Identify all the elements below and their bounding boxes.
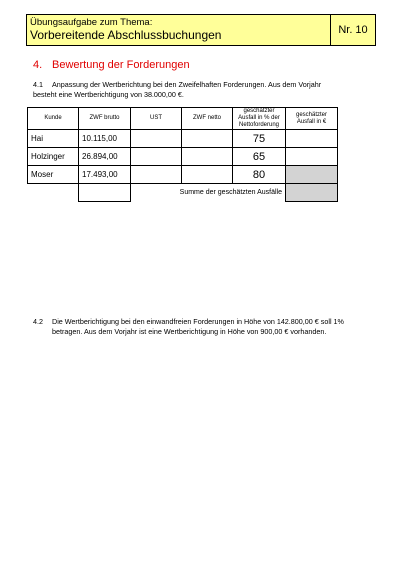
header-cell: geschätzter Ausfall in €: [286, 108, 338, 130]
table-row: [28, 148, 338, 166]
task-4-1-line-1: Anpassung der Wertberichtung bei den Zweifelhaften Forderungen. Aus dem Vorjahr: [52, 80, 322, 89]
vat-cell: [131, 130, 182, 148]
task-4-2-number: 4.2: [33, 317, 43, 326]
header-cell: UST: [131, 108, 182, 130]
task-4-1-text: [52, 80, 382, 90]
task-4-1-line-2: besteht eine Wertberichtigung von 38.000,00 €.: [33, 90, 184, 99]
vat-cell: [131, 166, 182, 184]
section-title: Bewertung der Forderungen: [52, 59, 190, 71]
sum-label: Summe der geschätzten Ausfälle: [179, 189, 282, 197]
vat-cell: [131, 148, 182, 166]
worksheet-number: Nr. 10: [338, 24, 368, 36]
table-row: [28, 166, 338, 184]
net-amount-cell: [182, 166, 233, 184]
receivables-table: [27, 107, 338, 202]
net-amount-cell: [182, 148, 233, 166]
loss-amount-cell: [286, 148, 338, 166]
customer-cell: Moser: [28, 166, 79, 184]
section-number: 4.: [33, 59, 43, 71]
loss-percent-cell: 80: [233, 166, 286, 184]
header-cell: ZWF brutto: [79, 108, 131, 130]
customer-cell: Holzinger: [28, 148, 79, 166]
gross-amount-cell: 17.493,00: [79, 166, 131, 184]
net-amount-cell: [182, 130, 233, 148]
loss-percent-cell: 75: [233, 130, 286, 148]
customer-cell: Hai: [28, 130, 79, 148]
loss-amount-cell: [286, 166, 338, 184]
gross-total-cell: [79, 184, 131, 202]
header-cell: Kunde: [28, 108, 79, 130]
task-4-2-line-1: Die Wertberichtigung bei den einwandfreien Forderungen in Höhe von 142.800,00 € soll 1%: [52, 317, 344, 326]
loss-amount-cell: [286, 130, 338, 148]
task-4-1-number: 4.1: [33, 80, 43, 89]
table-row: [28, 130, 338, 148]
header-cell: geschätzter Ausfall in % der Nettoforderung: [233, 108, 286, 130]
table-sum-row: [28, 184, 338, 202]
gross-amount-cell: 26.894,00: [79, 148, 131, 166]
gross-amount-cell: 10.115,00: [79, 130, 131, 148]
header-subtitle: Übungsaufgabe zum Thema:: [30, 17, 153, 28]
loss-percent-cell: 65: [233, 148, 286, 166]
task-4-2-line-2: betragen. Aus dem Vorjahr ist eine Wertberichtigung in Höhe von 900,00 € vorhanden.: [52, 327, 327, 336]
header-title-block: [27, 15, 331, 45]
header-title: Vorbereitende Abschlussbuchungen: [30, 28, 222, 42]
table-header-row: [28, 108, 338, 130]
header-cell: ZWF netto: [182, 108, 233, 130]
loss-total-cell: [286, 184, 338, 202]
worksheet-header: [26, 14, 376, 46]
